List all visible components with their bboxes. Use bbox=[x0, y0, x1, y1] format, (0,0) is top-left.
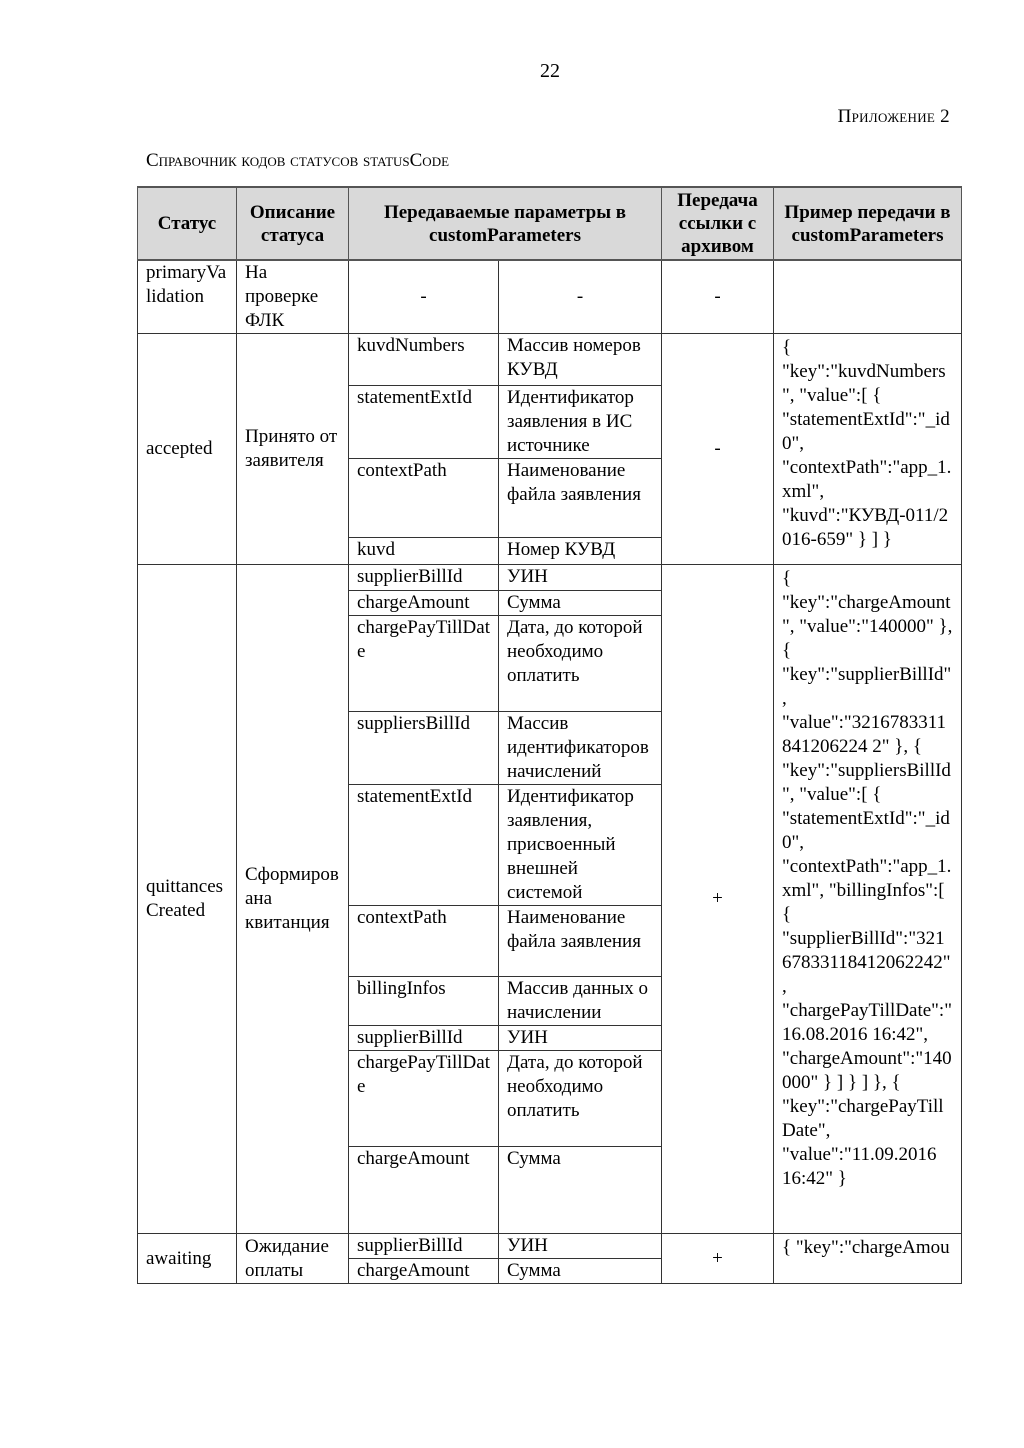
table-row bbox=[138, 565, 962, 591]
param-desc-cell: Сумма bbox=[499, 1147, 662, 1234]
table-row bbox=[138, 260, 962, 334]
param-desc-cell: УИН bbox=[499, 565, 662, 591]
description-cell: На проверке ФЛК bbox=[237, 260, 349, 334]
param-cell: chargeAmount bbox=[349, 591, 499, 616]
param-desc-cell: УИН bbox=[499, 1026, 662, 1051]
param-cell: statementExtId bbox=[349, 785, 499, 906]
header-description: Описание статуса bbox=[237, 187, 349, 260]
page-number: 22 bbox=[540, 60, 560, 82]
param-desc-cell: Сумма bbox=[499, 1259, 662, 1284]
description-cell: Принято от заявителя bbox=[237, 334, 349, 565]
status-codes-table bbox=[137, 186, 962, 1284]
param-desc-cell: Дата, до которой необходимо оплатить bbox=[499, 616, 662, 712]
param-cell: statementExtId bbox=[349, 386, 499, 459]
appendix-label: Приложение 2 bbox=[837, 106, 950, 127]
param-cell: chargePayTillDate bbox=[349, 1051, 499, 1147]
param-cell: - bbox=[349, 260, 499, 334]
status-cell: primaryValidation bbox=[138, 260, 237, 334]
header-example: Пример передачи в customParameters bbox=[774, 187, 962, 260]
param-cell: supplierBillId bbox=[349, 1234, 499, 1259]
param-cell: supplierBillId bbox=[349, 1026, 499, 1051]
param-desc-cell: Массив идентификаторов начислений bbox=[499, 712, 662, 785]
param-cell: billingInfos bbox=[349, 977, 499, 1026]
param-desc-cell: Идентификатор заявления в ИС источнике bbox=[499, 386, 662, 459]
param-desc-cell: Сумма bbox=[499, 591, 662, 616]
param-cell: suppliersBillId bbox=[349, 712, 499, 785]
param-desc-cell: Массив данных о начислении bbox=[499, 977, 662, 1026]
param-cell: contextPath bbox=[349, 906, 499, 977]
header-status: Статус bbox=[138, 187, 237, 260]
param-desc-cell: Массив номеров КУВД bbox=[499, 334, 662, 386]
param-cell: supplierBillId bbox=[349, 565, 499, 591]
archive-cell: - bbox=[662, 260, 774, 334]
table-caption: Справочник кодов статусов statusCode bbox=[146, 150, 450, 171]
param-desc-cell: УИН bbox=[499, 1234, 662, 1259]
example-cell: { "key":"chargeAmou bbox=[774, 1234, 962, 1284]
param-cell: chargeAmount bbox=[349, 1147, 499, 1234]
table-row bbox=[138, 1234, 962, 1259]
param-desc-cell: Наименование файла заявления bbox=[499, 906, 662, 977]
example-cell bbox=[774, 260, 962, 334]
param-desc-cell: - bbox=[499, 260, 662, 334]
archive-cell: + bbox=[662, 565, 774, 1234]
archive-cell: + bbox=[662, 1234, 774, 1284]
param-cell: chargePayTillDate bbox=[349, 616, 499, 712]
param-cell: kuvdNumbers bbox=[349, 334, 499, 386]
param-cell: kuvd bbox=[349, 538, 499, 565]
header-parameters: Передаваемые параметры в customParameters bbox=[349, 187, 662, 260]
description-cell: Ожидание оплаты bbox=[237, 1234, 349, 1284]
param-desc-cell: Наименование файла заявления bbox=[499, 459, 662, 538]
param-cell: contextPath bbox=[349, 459, 499, 538]
param-desc-cell: Дата, до которой необходимо оплатить bbox=[499, 1051, 662, 1147]
param-cell: chargeAmount bbox=[349, 1259, 499, 1284]
example-cell: { "key":"kuvdNumbers", "value":[ { "statementExtId":"_id0", "contextPath":"app_1.xml", "kuvd":"КУВД-011/2016-659" } ] } bbox=[774, 334, 962, 565]
param-desc-cell: Номер КУВД bbox=[499, 538, 662, 565]
example-cell: { "key":"chargeAmount", "value":"140000" }, { "key":"supplierBillId", "value":"3216783311841206224 2" }, { "key":"suppliersBillId", "value":[ { "statementExtId":"_id0", "contextPath":"app_1.xml", "billingInfos":[ { "supplierBillId":"32167833118412062242", "chargePayTillDate":"16.08.2016 16:42", "chargeAmount":"140000" } ] } ] }, { "key":"chargePayTillDate", "value":"11.09.2016 16:42" } bbox=[774, 565, 962, 1234]
archive-cell: - bbox=[662, 334, 774, 565]
status-cell: awaiting bbox=[138, 1234, 237, 1284]
table-row bbox=[138, 334, 962, 386]
header-archive: Передача ссылки с архивом bbox=[662, 187, 774, 260]
status-cell: quittancesCreated bbox=[138, 565, 237, 1234]
description-cell: Сформирована квитанция bbox=[237, 565, 349, 1234]
param-desc-cell: Идентификатор заявления, присвоенный внешней системой bbox=[499, 785, 662, 906]
header-row bbox=[138, 187, 962, 260]
status-cell: accepted bbox=[138, 334, 237, 565]
